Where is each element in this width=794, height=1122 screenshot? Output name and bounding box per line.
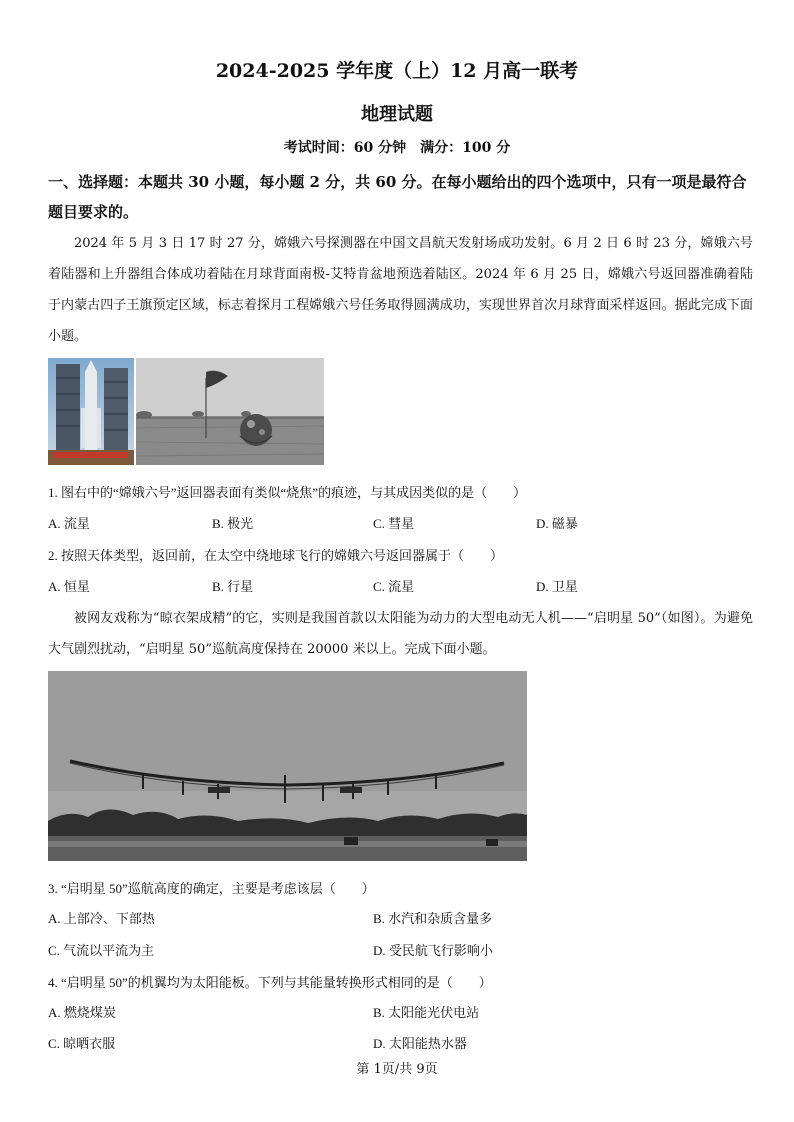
- page-number: 第 1页/共 9页: [356, 1062, 438, 1077]
- question-2-stem: 2. 按照天体类型，返回前，在太空中绕地球飞行的嫦娥六号返回器属于（ ）: [48, 548, 504, 563]
- passage-2: 被网友戏称为“晾衣架成精”的它，实则是我国首款以太阳能为动力的大型电动无人机——“启明星 50”（如图）。为避免大气剧烈扰动，“启明星 50”巡航高度保持在 20000 米以上。完成下面小题。: [48, 611, 753, 657]
- q1-option-b[interactable]: B. 极光: [212, 516, 254, 531]
- q1-option-d[interactable]: D. 磁暴: [536, 516, 578, 531]
- question-1-stem: 1. 图右中的“嫦娥六号”返回器表面有类似“烧焦”的痕迹，与其成因类似的是（ ）: [48, 485, 527, 500]
- question-4-stem: 4. “启明星 50”的机翼均为太阳能板。下列与其能量转换形式相同的是（ ）: [48, 975, 492, 990]
- solar-drone-photo: [48, 671, 527, 861]
- q2-option-c[interactable]: C. 流星: [373, 579, 415, 594]
- q3-option-b[interactable]: B. 水汽和杂质含量多: [373, 911, 493, 926]
- subject-title: 地理试题: [361, 104, 433, 125]
- exam-title: 2024-2025 学年度（上）12 月高一联考: [215, 60, 579, 82]
- q1-option-c[interactable]: C. 彗星: [373, 516, 415, 531]
- q2-option-d[interactable]: D. 卫星: [536, 579, 578, 594]
- q4-option-a[interactable]: A. 燃烧煤炭: [48, 1005, 116, 1020]
- q3-option-a[interactable]: A. 上部冷、下部热: [48, 911, 155, 926]
- return-capsule-photo: [136, 358, 324, 465]
- q4-option-c[interactable]: C. 晾晒衣服: [48, 1036, 116, 1051]
- passage-1: 2024 年 5 月 3 日 17 时 27 分，嫦娥六号探测器在中国文昌航天发射场成功发射。6 月 2 日 6 时 23 分，嫦娥六号着陆器和上升器组合体成功着陆在月球背面南极-艾特肯盆地预选着陆区。2024 年 6 月 25 日，嫦娥六号返回器准确着陆于内蒙古四子王旗预定区域，标志着探月工程嫦娥六号任务取得圆满成功，实现世界首次月球背面采样返回。据此完成下面小题。: [48, 236, 753, 344]
- q4-option-b[interactable]: B. 太阳能光伏电站: [373, 1005, 480, 1020]
- q1-option-a[interactable]: A. 流星: [48, 516, 90, 531]
- rocket-launch-photo: [48, 358, 134, 465]
- q3-option-d[interactable]: D. 受民航飞行影响小: [373, 943, 493, 958]
- question-3-stem: 3. “启明星 50”巡航高度的确定，主要是考虑该层（ ）: [48, 881, 375, 896]
- q4-option-d[interactable]: D. 太阳能热水器: [373, 1036, 467, 1051]
- q3-option-c[interactable]: C. 气流以平流为主: [48, 943, 155, 958]
- q2-option-a[interactable]: A. 恒星: [48, 579, 90, 594]
- exam-info: 考试时间：60 分钟 满分：100 分: [283, 140, 511, 156]
- q2-option-b[interactable]: B. 行星: [212, 579, 254, 594]
- section-heading: 一、选择题：本题共 30 小题，每小题 2 分，共 60 分。在每小题给出的四个选项中，只有一项是最符合题目要求的。: [48, 173, 747, 221]
